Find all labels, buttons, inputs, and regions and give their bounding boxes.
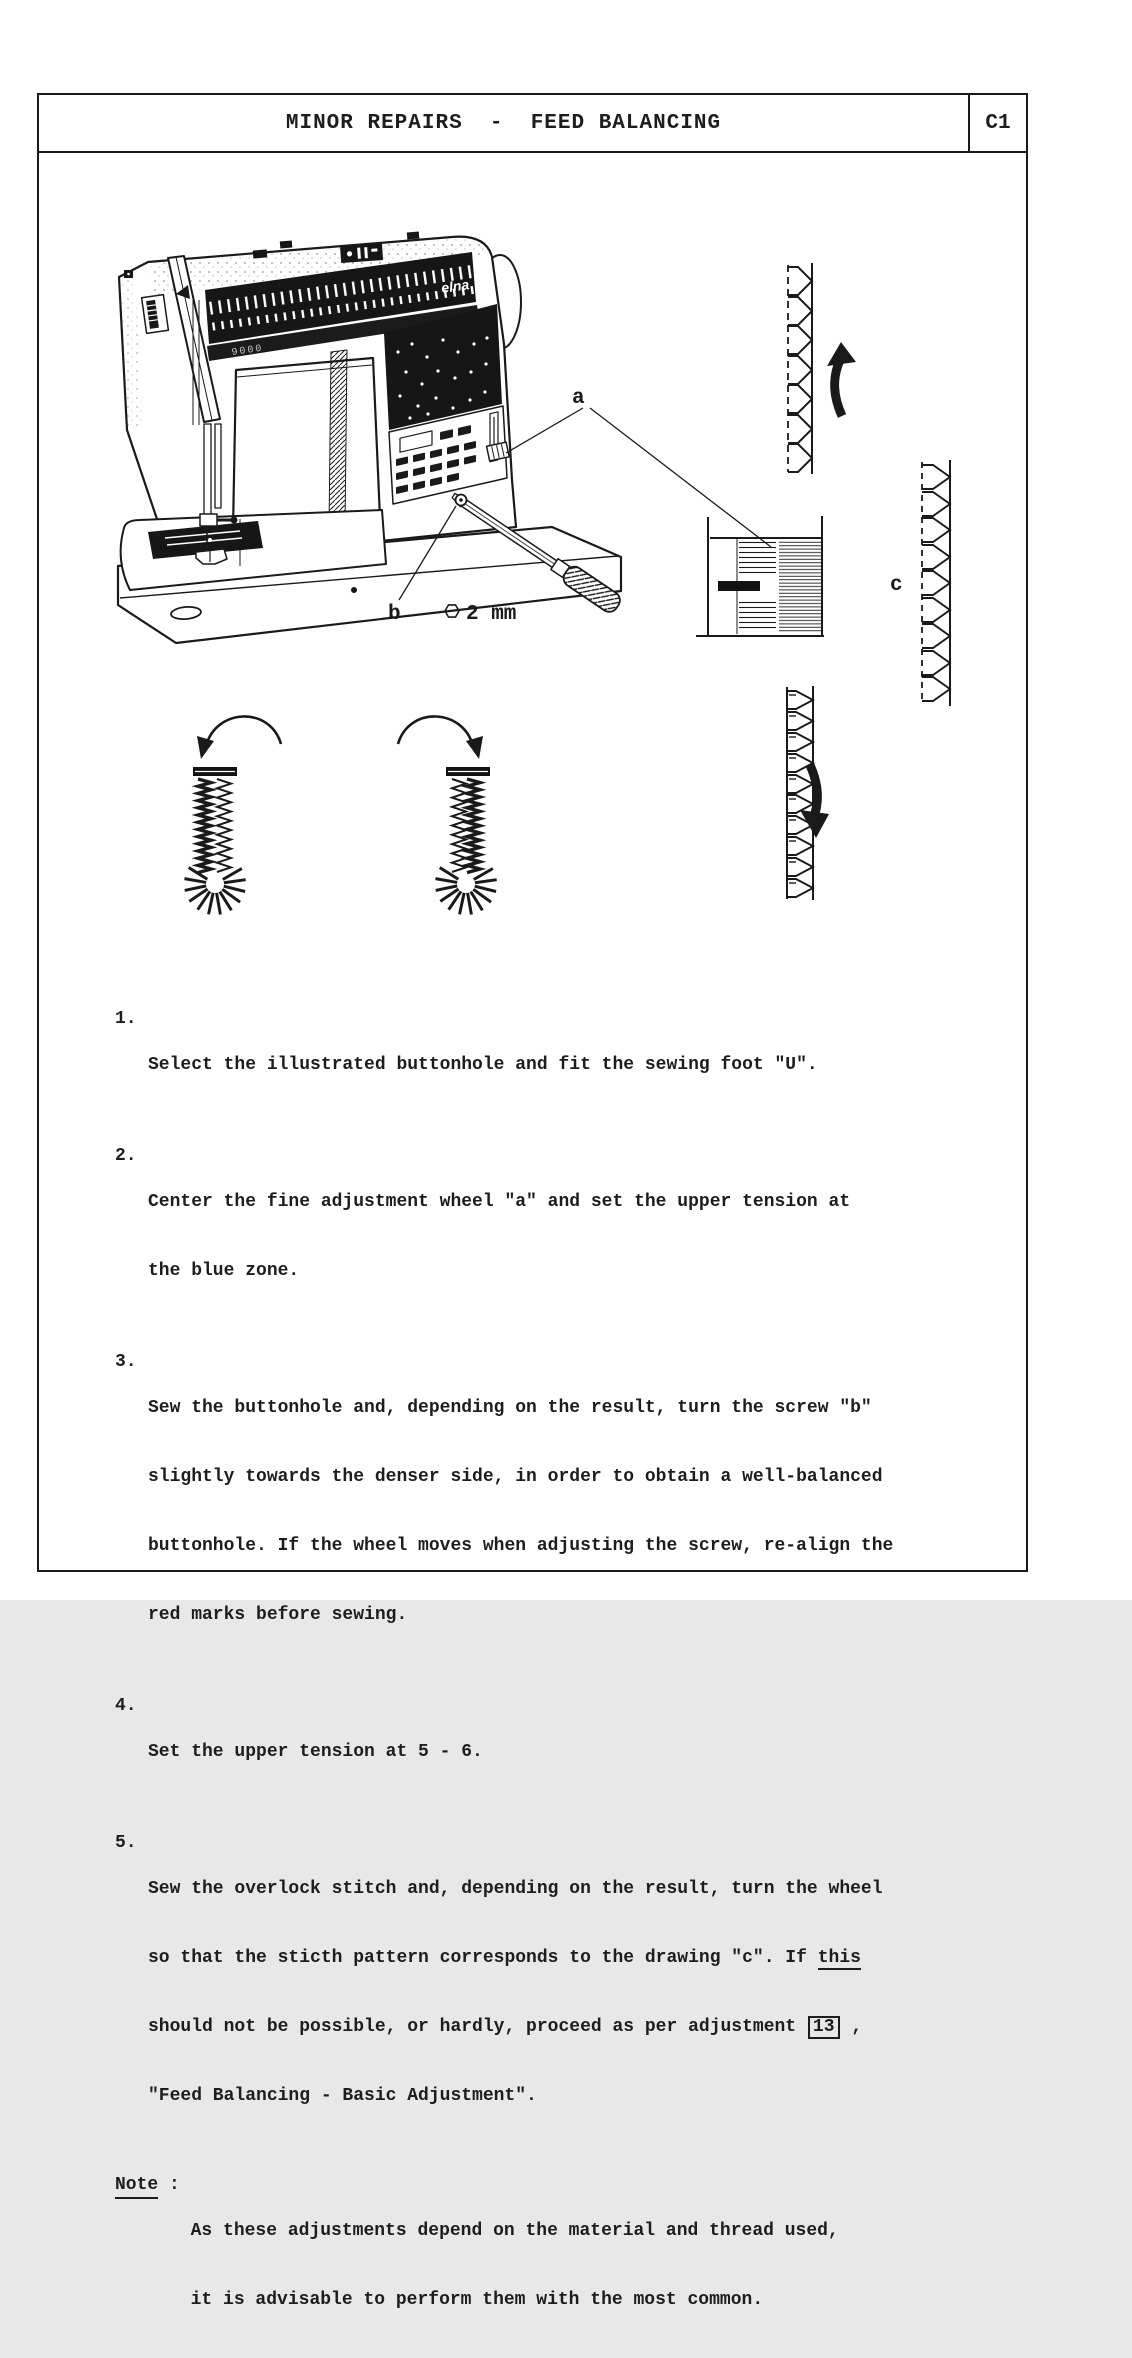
note-block	[115, 2174, 945, 2358]
model-number: 9000	[231, 343, 265, 359]
item-number: 4.	[115, 1696, 137, 1716]
down-arrow-icon	[800, 765, 829, 838]
page-title: MINOR REPAIRS - FEED BALANCING	[285, 111, 722, 135]
presser-foot	[196, 549, 227, 564]
item-number: 1.	[115, 1009, 137, 1029]
balance-wheel-detail	[696, 516, 824, 636]
frame-opening-strip	[329, 350, 347, 530]
instructions-block	[115, 1008, 945, 2358]
label-c: c	[890, 574, 903, 597]
buttonhole-right	[398, 716, 497, 914]
instruction-item-4	[115, 1695, 945, 1810]
item-number: 2.	[115, 1146, 137, 1166]
label-b: b	[388, 603, 401, 626]
item-number: 5.	[115, 1833, 137, 1853]
instruction-line: buttonhole. If the wheel moves when adjusting the screw, re-align the	[148, 1536, 894, 1556]
buttonhole-left	[184, 716, 281, 914]
screw-size-label: 2 mm	[466, 603, 517, 626]
underlined-word: this	[817, 1948, 861, 1968]
ccw-arrow-icon	[197, 716, 281, 759]
instruction-line: Set the upper tension at 5 - 6.	[148, 1742, 483, 1762]
instruction-line: Center the fine adjustment wheel "a" and set the upper tension at	[148, 1192, 851, 1212]
instruction-line: slightly towards the denser side, in order to obtain a well-balanced	[148, 1467, 883, 1487]
up-arrow-icon	[827, 342, 856, 416]
note-label: Note	[115, 2174, 158, 2199]
sewing-machine-illustration	[118, 231, 623, 643]
alignment-mark	[718, 581, 760, 591]
instruction-line: Sew the buttonhole and, depending on the result, turn the screw "b"	[148, 1398, 872, 1418]
note-line: As these adjustments depend on the material and thread used,	[190, 2221, 839, 2241]
label-a: a	[572, 387, 585, 410]
loose-stitch-strip	[788, 263, 812, 474]
instruction-line: so that the sticth pattern corresponds to the drawing "c". If this	[148, 1948, 861, 1968]
page-code: C1	[968, 95, 1026, 151]
instruction-line: Sew the overlock stitch and, depending on the result, turn the wheel	[148, 1879, 883, 1899]
instruction-line: should not be possible, or hardly, proceed as per adjustment 13 ,	[148, 2017, 863, 2037]
stitch-pattern-c	[922, 460, 950, 706]
instruction-line: the blue zone.	[148, 1261, 300, 1281]
fine-adjustment-wheel	[487, 442, 510, 461]
instruction-line: red marks before sewing.	[148, 1605, 408, 1625]
cw-arrow-icon	[398, 716, 483, 759]
instruction-line: "Feed Balancing - Basic Adjustment".	[148, 2086, 537, 2106]
note-line: it is advisable to perform them with the most common.	[190, 2290, 764, 2310]
brand-logo: elna	[440, 276, 471, 296]
instruction-item-5	[115, 1832, 945, 2154]
instruction-line: Select the illustrated buttonhole and fit the sewing foot "U".	[148, 1055, 818, 1075]
adjustment-ref-badge: 13	[808, 2016, 840, 2039]
item-number: 3.	[115, 1352, 137, 1372]
instruction-item-2	[115, 1145, 945, 1329]
note-separator: :	[158, 2175, 191, 2195]
instruction-item-1	[115, 1008, 945, 1123]
dense-stitch-strip	[787, 686, 813, 900]
instruction-item-3	[115, 1351, 945, 1673]
